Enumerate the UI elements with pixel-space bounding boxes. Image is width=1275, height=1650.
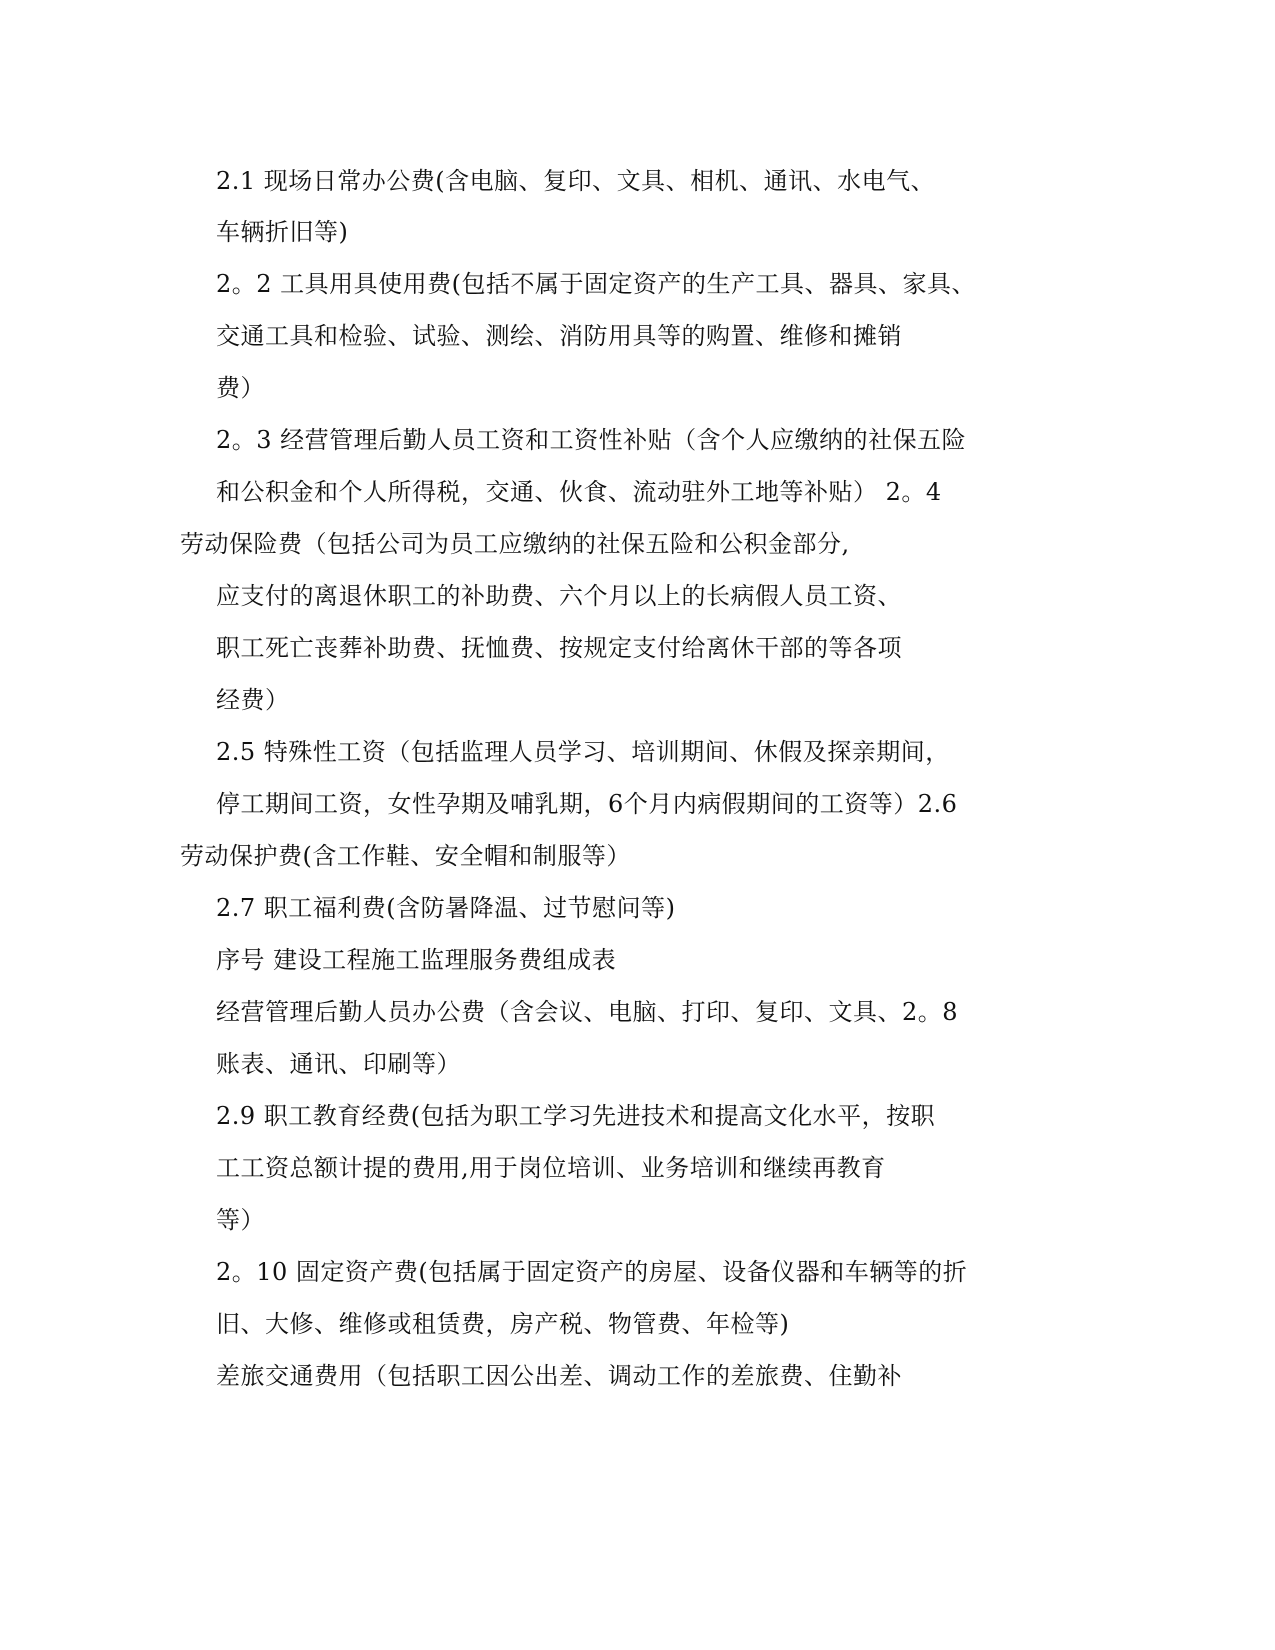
text-line: 2.5 特殊性工资（包括监理人员学习、培训期间、休假及探亲期间， [216, 738, 950, 766]
text-line: 交通工具和检验、试验、测绘、消防用具等的购置、维修和摊销 [216, 322, 902, 350]
text-line: 2。2 工具用具使用费(包括不属于固定资产的生产工具、器具、家具、 [216, 270, 977, 298]
text-line: 劳动保险费（包括公司为员工应缴纳的社保五险和公积金部分, [180, 530, 850, 558]
text-line: 和公积金和个人所得税，交通、伙食、流动驻外工地等补贴） 2。4 [216, 478, 942, 506]
text-line: 2。10 固定资产费(包括属于固定资产的房屋、设备仪器和车辆等的折 [216, 1258, 968, 1286]
text-line: 经营管理后勤人员办公费（含会议、电脑、打印、复印、文具、2。8 [216, 998, 959, 1026]
text-line: 车辆折旧等) [216, 218, 349, 246]
text-line: 2.9 职工教育经费(包括为职工学习先进技术和提高文化水平，按职 [216, 1102, 936, 1130]
text-line: 2.1 现场日常办公费(含电脑、复印、文具、相机、通讯、水电气、 [216, 167, 936, 195]
text-line: 等） [216, 1206, 265, 1234]
text-line: 劳动保护费(含工作鞋、安全帽和制服等） [180, 842, 631, 870]
text-line: 应支付的离退休职工的补助费、六个月以上的长病假人员工资、 [216, 582, 902, 610]
text-line: 工工资总额计提的费用,用于岗位培训、业务培训和继续再教育 [216, 1154, 886, 1182]
text-line: 账表、通讯、印刷等） [216, 1050, 461, 1078]
text-line: 2。3 经营管理后勤人员工资和工资性补贴（含个人应缴纳的社保五险 [216, 426, 967, 454]
text-line: 经费） [216, 686, 290, 714]
text-line: 职工死亡丧葬补助费、抚恤费、按规定支付给离休干部的等各项 [216, 634, 902, 662]
text-line: 旧、大修、维修或租赁费，房产税、物管费、年检等) [216, 1310, 790, 1338]
text-line: 停工期间工资，女性孕期及哺乳期，6个月内病假期间的工资等）2.6 [216, 790, 958, 818]
text-line: 序号 建设工程施工监理服务费组成表 [216, 946, 617, 974]
text-line: 费） [216, 374, 265, 402]
text-line: 差旅交通费用（包括职工因公出差、调动工作的差旅费、住勤补 [216, 1362, 902, 1390]
text-line: 2.7 职工福利费(含防暑降温、过节慰问等) [216, 894, 676, 922]
